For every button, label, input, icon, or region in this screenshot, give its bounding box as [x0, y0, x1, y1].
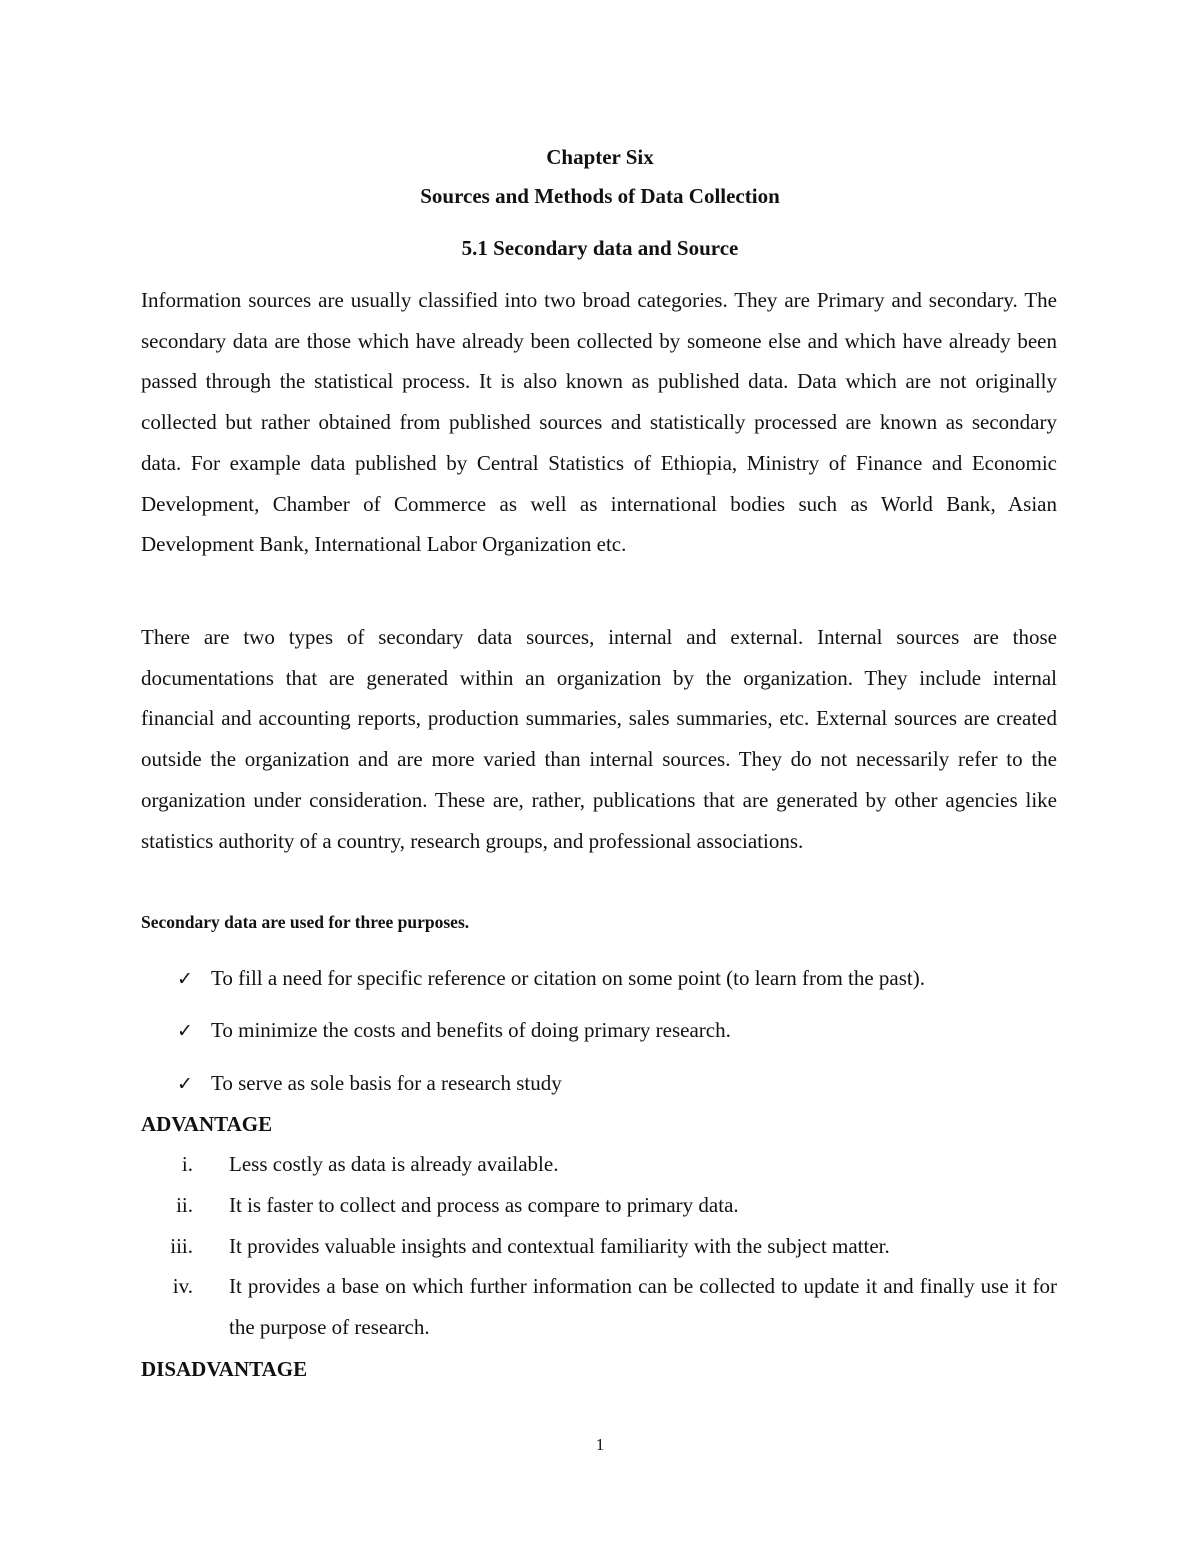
advantage-list-item [141, 1144, 1057, 1185]
purpose-list-item [177, 1017, 731, 1044]
purposes-heading: Secondary data are used for three purposes. [141, 912, 470, 932]
page-number: 1 [595, 1435, 605, 1454]
advantage-list-item [141, 1226, 1057, 1267]
advantage-text: Less costly as data is already available. [229, 1152, 559, 1176]
purpose-list-item [177, 965, 925, 992]
checkmark-icon: ✓ [177, 968, 193, 990]
purpose-text: To serve as sole basis for a research study [211, 1071, 562, 1095]
purpose-text: To fill a need for specific reference or citation on some point (to learn from the past). [211, 966, 925, 990]
purpose-text: To minimize the costs and benefits of doing primary research. [211, 1018, 731, 1042]
list-numeral: iv. [172, 1274, 193, 1298]
advantage-text: It provides a base on which further information can be collected to update it and finally use it for the purpose of research. [229, 1274, 1057, 1339]
list-numeral: iii. [170, 1234, 193, 1258]
paragraph-secondary-data-definition: Information sources are usually classified into two broad categories. They are Primary and secondary. The secondary data are those which have already been collected by someone else and which have already been passed through the statistical process. It is also known as published data. Data which are not originally collected but rather obtained from published sources and statistically processed are known as secondary data. For example data published by Central Statistics of Ethiopia, Ministry of Finance and Economic Development, Chamber of Commerce as well as international bodies such as World Bank, Asian Development Bank, International Labor Organization etc. [141, 288, 1057, 557]
advantage-list-item [141, 1185, 1057, 1226]
purpose-list-item [177, 1070, 562, 1097]
advantage-text: It provides valuable insights and contextual familiarity with the subject matter. [229, 1234, 890, 1258]
section-heading: 5.1 Secondary data and Source [461, 236, 739, 260]
disadvantage-heading: DISADVANTAGE [141, 1357, 308, 1381]
chapter-subtitle: Sources and Methods of Data Collection [420, 184, 780, 208]
chapter-title: Chapter Six [546, 145, 654, 169]
advantage-text: It is faster to collect and process as compare to primary data. [229, 1193, 739, 1217]
checkmark-icon: ✓ [177, 1020, 193, 1042]
checkmark-icon: ✓ [177, 1073, 193, 1095]
advantage-list-item [141, 1266, 1057, 1347]
advantage-heading: ADVANTAGE [141, 1112, 273, 1136]
paragraph-secondary-data-types: There are two types of secondary data sources, internal and external. Internal sources are those documentations that are generated within an organization by the organization. They include internal financial and accounting reports, production summaries, sales summaries, etc. External sources are created outside the organization and are more varied than internal sources. They do not necessarily refer to the organization under consideration. These are, rather, publications that are generated by other agencies like statistics authority of a country, research groups, and professional associations. [141, 625, 1057, 853]
list-numeral: i. [181, 1152, 193, 1176]
list-numeral: ii. [176, 1193, 193, 1217]
